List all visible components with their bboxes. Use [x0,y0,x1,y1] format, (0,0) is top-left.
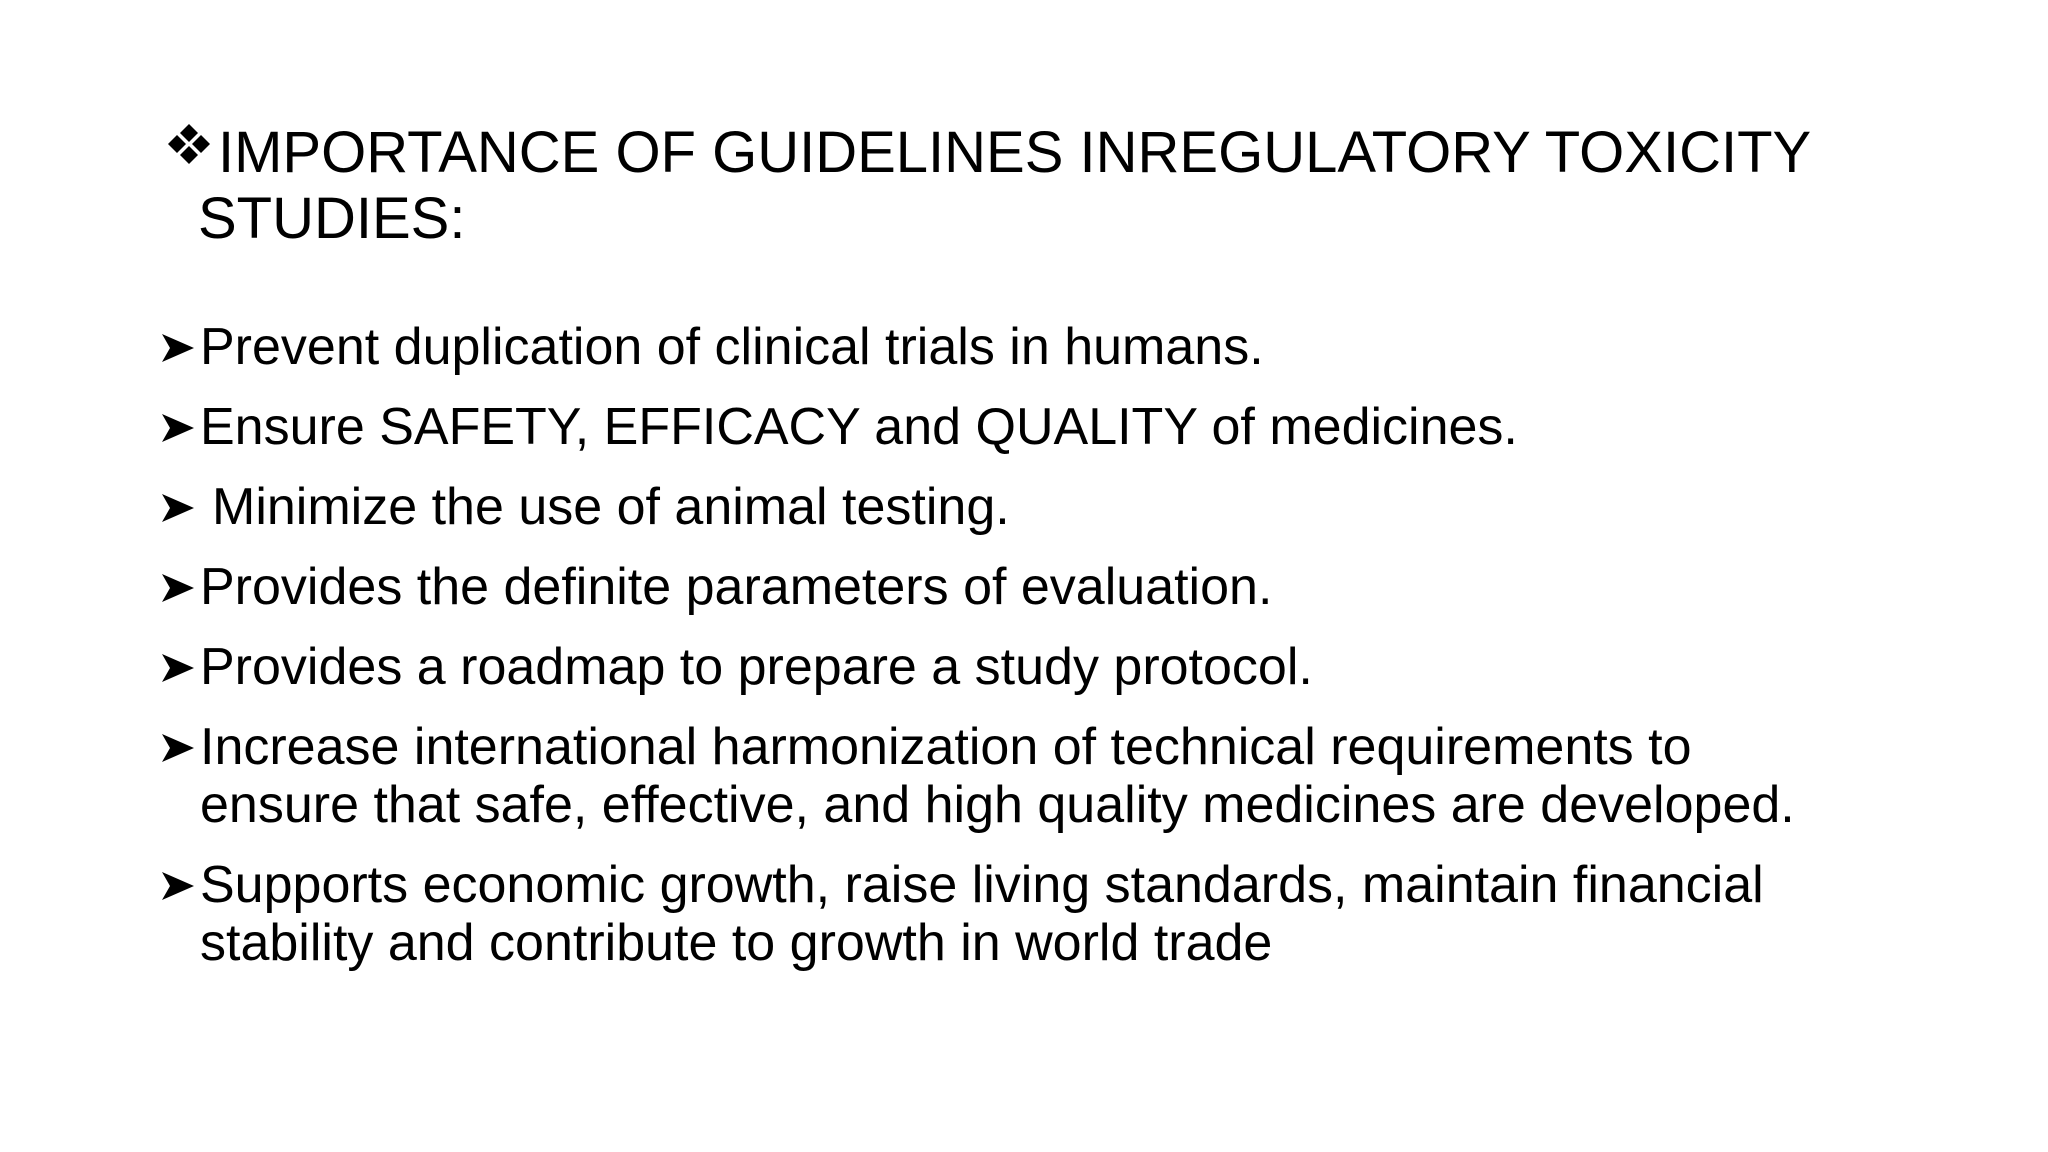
four-diamond-bullet-icon [160,122,218,166]
list-item [160,718,1960,834]
bullet-text: Increase international harmonization of technical requirements to [200,718,1692,776]
list-item [160,558,1960,616]
list-item [160,856,1960,972]
bullet-text: Provides the definite parameters of evaluation. [200,558,1273,616]
bullet-text: Ensure SAFETY, EFFICACY and QUALITY of medicines. [200,398,1518,456]
bullet-text: Minimize the use of animal testing. [212,478,1010,536]
list-item [160,398,1960,456]
arrowhead-bullet-icon [160,730,196,766]
bullet-text: Provides a roadmap to prepare a study protocol. [200,638,1313,696]
list-item [160,638,1960,696]
title-line-1 [160,120,1860,186]
arrowhead-bullet-icon [160,650,196,686]
arrowhead-bullet-icon [160,410,196,446]
arrowhead-bullet-icon [160,868,196,904]
title-text-line-1: IMPORTANCE OF GUIDELINES INREGULATORY TOXICITY [218,120,1812,185]
bullet-text: Prevent duplication of clinical trials in humans. [200,318,1264,376]
bullet-text-continuation: ensure that safe, effective, and high quality medicines are developed. [200,776,1795,834]
list-item [160,318,1960,376]
slide-title [160,120,1860,252]
title-text-line-2: STUDIES: [198,186,466,251]
arrowhead-bullet-icon [160,490,196,526]
bullet-list [160,318,1960,994]
bullet-text-continuation: stability and contribute to growth in world trade [200,914,1273,972]
arrowhead-bullet-icon [160,570,196,606]
arrowhead-bullet-icon [160,330,196,366]
bullet-text: Supports economic growth, raise living standards, maintain financial [200,856,1764,914]
list-item [160,478,1960,536]
